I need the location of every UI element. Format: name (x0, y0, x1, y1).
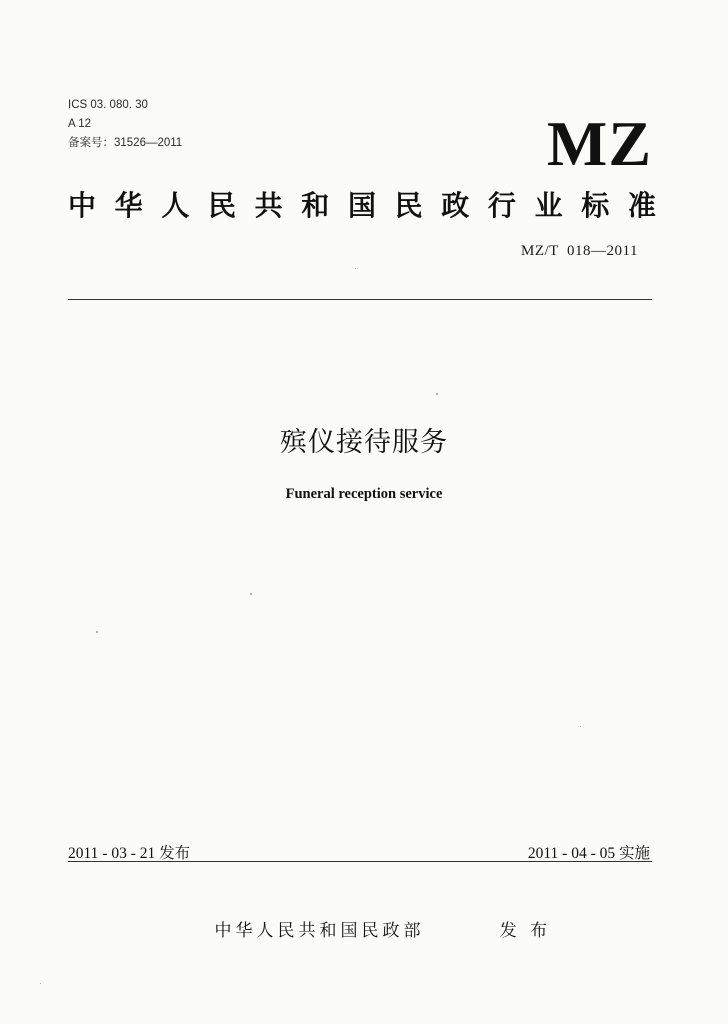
standard-code: MZ/T 018—2011 (520, 243, 638, 259)
title-char: 民 (207, 189, 236, 222)
classification-block (68, 96, 182, 153)
scan-speck (355, 268, 356, 269)
standard-category-title (68, 186, 656, 226)
title-char: 民 (394, 189, 423, 222)
ics-code: ICS 03. 080. 30 (68, 99, 148, 111)
record-number: 备案号：31526—2011 (68, 137, 183, 149)
title-char: 政 (441, 189, 470, 222)
title-char: 行 (487, 189, 516, 222)
title-char: 国 (347, 189, 376, 222)
title-char: 人 (161, 189, 190, 222)
issuer-org: 中华人民共和国民政部 (214, 921, 425, 941)
title-char: 华 (114, 189, 143, 222)
title-char: 标 (581, 189, 610, 222)
title-char: 业 (534, 189, 563, 222)
footer-divider (68, 861, 652, 862)
title-char: 准 (627, 189, 656, 222)
document-title-english: Funeral reception service (285, 486, 443, 502)
scan-speck (580, 726, 581, 727)
title-char: 和 (301, 189, 330, 222)
header-divider (68, 299, 652, 300)
effective-date: 2011 - 04 - 05 实施 (527, 845, 650, 862)
scan-speck (96, 631, 98, 633)
mz-logo: MZ (546, 108, 652, 179)
title-char: 中 (68, 189, 97, 222)
issuer-action: 发 布 (499, 921, 552, 941)
scan-speck (40, 983, 41, 984)
class-code: A 12 (68, 118, 92, 130)
issue-date: 2011 - 03 - 21 发布 (68, 845, 191, 862)
title-char: 共 (254, 189, 283, 222)
scan-speck (436, 393, 438, 395)
scan-speck (250, 593, 252, 595)
issuing-authority (0, 896, 728, 961)
document-title-chinese: 殡仪接待服务 (280, 427, 448, 458)
